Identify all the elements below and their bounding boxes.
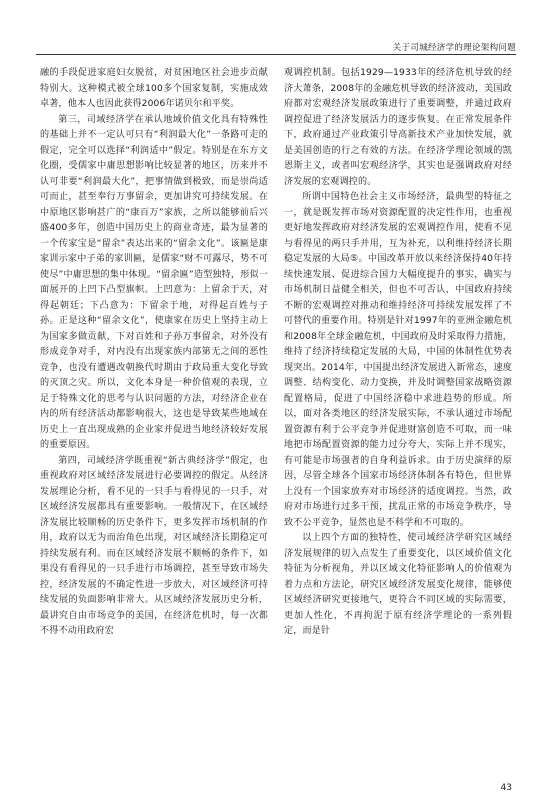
paragraph: 以上四个方面的独特性，使司域经济学研究区域经济发展规律的切入点发生了重要变化，以区域价值文化特征为分析视角，并以区域文化特征影响人的价值观为着力点和方法论，研究区域经济发展变化规律，能够使区域经济研究更接地气，更符合不同区域的实际需要，更加人性化，不再拘泥于原有经济学理论的一系列假定，而是针: [284, 533, 512, 636]
paragraph: 第三，司域经济学在承认地域价值文化具有特殊性的基础上并不一定认可只有“利润最大化”一条路可走的假定，完全可以选择“利润适中”假定。特别是在东方文化圈，受儒家中庸思想影响比较显著的地区，历来并不认可非要“利润最大化”，把事情做到极致，而是崇尚适可而止，甚至奉行万事留余，更加讲究可持续发展。在中原地区影响甚广的“康百万”家族，之所以能够前后兴盛400多年，创造中国历史上的商业奇迹，最为显著的一个传家宝是“留余”表达出来的“留余文化”。该匾是康家训示家中子弟的家训匾，是儒家“财不可露尽，势不可使尽”中庸思想的集中体现。“留余匾”造型独特，形似一面展开的上凹下凸型旗帜。上凹意为：上留余于天，对得起朝廷；下凸意为：下留余于地，对得起百姓与子孙。正是这种“留余文化”，使康家在历史上坚持主动上为国家多做贡献，下对百姓和子孙万事留余，对外没有形成竞争对手，对内没有出现家族内部第无之间的恶性竞争，也没有遭遇改朝换代时期由于政局重大变化导致的灭顶之灾。所以，文化本身是一种价值观的表现，立足于特殊文化的思考与认识问题的方法，对经济企业在内的所有经济活动都影响很大，这也是导致某些地域在历史上一直出现成熟的企业家并促进当地经济较好发展的重要原因。: [40, 114, 268, 450]
right-column: [284, 66, 512, 778]
page-number: 43: [500, 783, 512, 793]
running-header: [36, 40, 516, 55]
body-columns: [40, 66, 512, 778]
header-title: 关于司城经济学的理论架构问题: [392, 43, 516, 53]
paragraph: 融的手段促进家庭妇女脱贫，对贫困地区社会进步贡献特别大。这种模式被全球100多个国家复制，实施成效卓著，他本人也因此获得2006年诺贝尔和平奖。: [40, 68, 268, 109]
paragraph: 观调控机制。包括1929—1933年的经济危机导致的经济大萧条，2008年的金融危机导致的经济波动，美国政府都对宏观经济发展政策进行了重要调整，并通过政府调控促进了经济发展活力的逐步恢复。在正常发展条件下，政府通过产业政策引导高新技术产业加快发展，就是美国创造的行之有效的方法。在经济学理论领域的凯恩斯主义，或者叫宏观经济学，其实也是强调政府对经济发展的宏观调控的。: [284, 68, 512, 187]
left-column: [40, 66, 268, 778]
paragraph: 第四，司域经济学既重视“新古典经济学”假定，也重视政府对区域经济发展进行必要调控的假定。从经济发展理论分析，看不见的一只手与看得见的一只手，对区域经济发展都具有重要影响。一般情况下，在区域经济发展比较顺畅的历史条件下，更多发挥市场机制的作用，政府以无为而治角色出现，对区域经济长期稳定可持续发展有利。而在区域经济发展不顺畅的条件下，如果没有看得见的一只手进行市场调控，甚至导致市场失控，经济发展的不确定性进一步放大，对区域经济可持续发展的负面影响非常大。从区域经济发展历史分析，最讲究自由市场竞争的美国，在经济危机时，每一次都不得不动用政府宏: [40, 455, 268, 636]
paragraph: 所谓中国特色社会主义市场经济，最典型的特征之一，就是既发挥市场对资源配置的决定性作用，也重视更好地发挥政府对经济发展的宏观调控作用，使看不见与看得见的两只手并用，互为补充，以利维持经济长期稳定发展的大局⑤。中国改革开放以来经济保持40年持续快速发展、促进综合国力大幅度提升的事实，确实与市场机制日益健全相关，但也不可否认，中国政府持续不断的宏观调控对推动和维持经济可持续发展发挥了不可替代的重要作用。特别是针对1997年的亚洲金融危机和2008年全球金融危机，中国政府及时采取得力措施，维持了经济持续稳定发展的大局，中国的体制性优势表现突出。2014年，中国提出经济发展进入新常态，速度调整、结构变化、动力变换，并及时调整国家战略资源配置格局，促进了中国经济稳中求进趋势的形成。所以，面对各类地区的经济发展实际，不承认通过市场配置资源有利于公平竞争并促进财富创造不可取，而一味地把市场配置资源的能力过分夸大，实际上并不现实，有可能是市场强者的自身利益诉求。由于历史演绎的原因，尽管全球各个国家市场经济体制各有特色，但世界上没有一个国家放弃对市场经济的适度调控。当然，政府对市场进行过多干预，扰乱正常的市场竞争秩序，导致不公平竞争，显然也是不科学和不可取的。: [284, 192, 512, 528]
